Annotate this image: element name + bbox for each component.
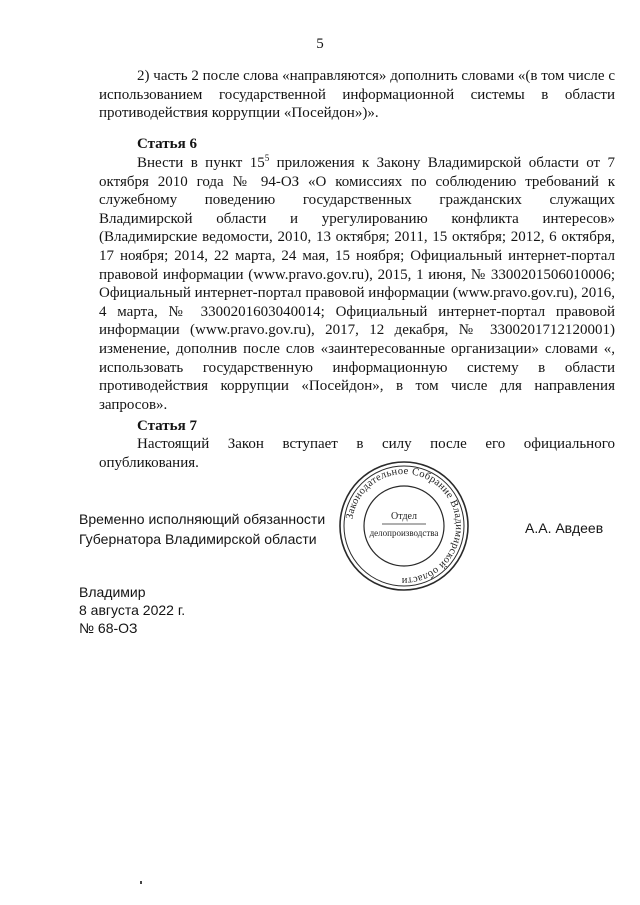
page-number: 5 — [316, 36, 324, 52]
article-7-heading: Статья 7 — [137, 418, 197, 434]
signature-position-line1: Временно исполняющий обязанности — [79, 511, 326, 527]
article-6-heading: Статья 6 — [137, 136, 197, 152]
signature-position-line2: Губернатора Владимирской области — [79, 531, 317, 547]
article-7-text: Настоящий Закон вступает в силу после его официального опубликования. — [99, 436, 615, 471]
intro-paragraph: 2) часть 2 после слова «направляются» дополнить словами «(в том числе с использованием государственной информационной системы в области противодействия коррупции «Посейдон»)». — [99, 68, 615, 122]
footer-number: № 68-ОЗ — [79, 620, 138, 636]
article-6-text-start: Внести в пункт 15 — [137, 155, 265, 171]
footer-city: Владимир — [79, 584, 146, 600]
signature-block — [79, 509, 325, 549]
article-6-text-rest: приложения к Закону Владимирской области от 7 октября 2010 года № 94-ОЗ «О комиссиях по соблюдению требований к служебному поведению государственных гражданских служащих Владимирской области и урегулированию конфликта интересов» (Владимирские ведомости, 2010, 13 октября; 2011, 15 октября; 2012, 6 октября, 17 ноября; 2014, 22 марта, 24 мая, 15 ноября; Официальный интернет-портал правовой информации (www.pravo.gov.ru), 2015, 1 июня, № 3300201506010006; Официальный интернет-портал правовой информации (www.pravo.gov.ru), 2016, 4 марта, № 3300201603040014; Официальный интернет-портал правовой информации (www.pravo.gov.ru), 2017, 12 декабря, № 3300201712120001) изменение, дополнив после слов «заинтересованные организации» словами «, использовать государственную информационную систему в области противодействия коррупции «Посейдон», в том числе для направления запросов». — [99, 155, 615, 413]
article-6-superscript: 5 — [264, 153, 270, 163]
stamp-center-line1: Отдел — [391, 511, 417, 522]
scan-speck — [140, 881, 142, 884]
stamp-ring-text: Законодательное Собрание Владимирской области — [344, 465, 465, 587]
official-stamp — [336, 458, 472, 594]
signatory-name: А.А. Авдеев — [525, 520, 604, 536]
article-6-text — [99, 154, 615, 414]
stamp-center-line2: делопроизводства — [369, 528, 439, 538]
footer-date: 8 августа 2022 г. — [79, 602, 186, 618]
footer-block — [79, 583, 185, 637]
